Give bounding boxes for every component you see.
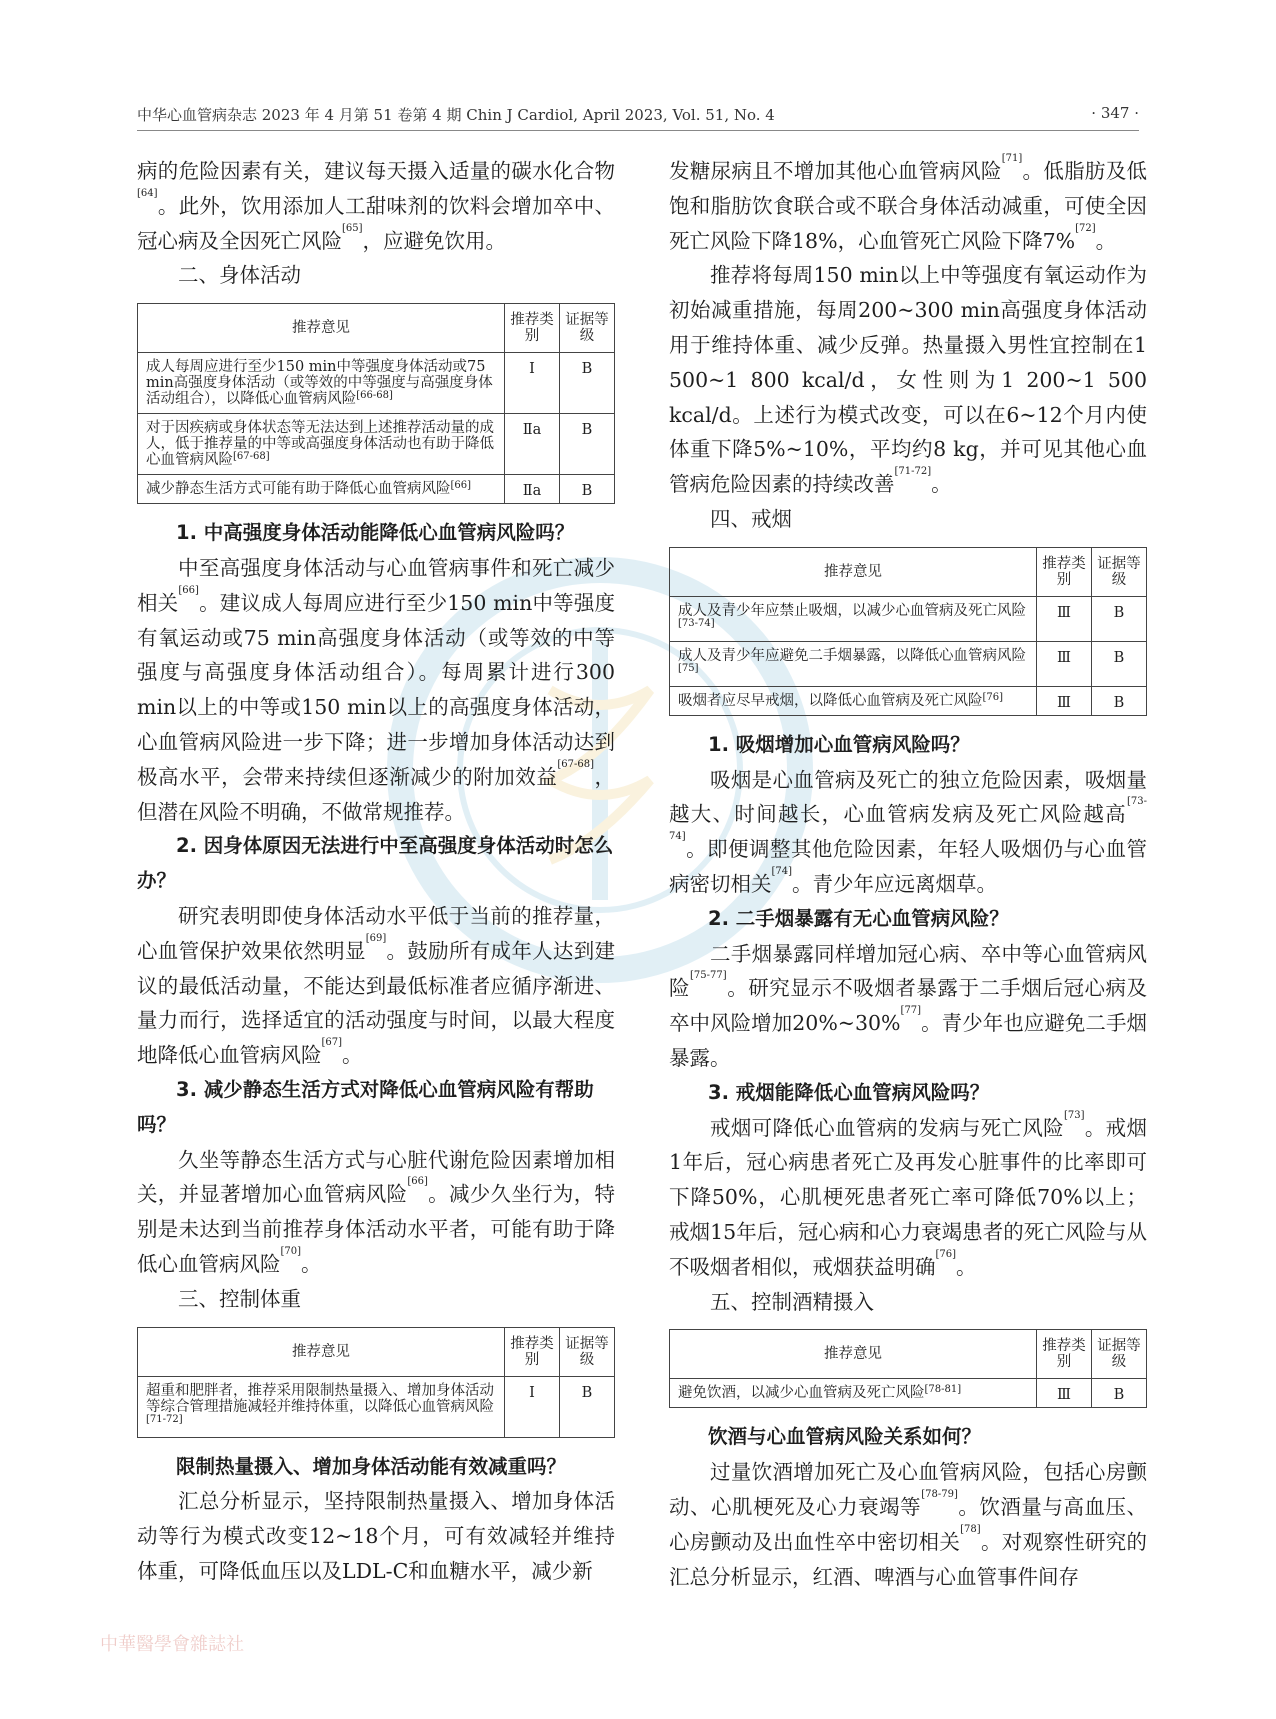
table-row: 成人每周应进行至少150 min中等强度身体活动或75 min高强度身体活动（或等效的中等强度与高强度身体活动组合），以降低心血管病风险[66-68] Ⅰ B [138, 353, 615, 414]
paragraph: 病的危险因素有关，建议每天摄入适量的碳水化合物[64]。此外，饮用添加人工甜味剂的饮料会增加卒中、冠心病及全因死亡风险[65]，应避免饮用。 [137, 159, 615, 253]
paragraph: 过量饮酒增加死亡及心血管病风险，包括心房颤动、心肌梗死及心力衰竭等[78-79]。饮酒量与高血压、心房颤动及出血性卒中密切相关[78]。对观察性研究的汇总分析显示，红酒、啤酒与心血管事件间存 [669, 1460, 1148, 1589]
recommendation-table [137, 303, 615, 504]
paragraph: 汇总分析显示，坚持限制热量摄入、增加身体活动等行为模式改变12~18个月，可有效减轻并维持体重，可降低血压以及LDL-C和血糖水平，减少新 [137, 1489, 615, 1583]
table-row: 吸烟者应尽早戒烟，以降低心血管病及死亡风险[76] Ⅲ B [670, 686, 1147, 715]
paragraph: 研究表明即使身体活动水平低于当前的推荐量，心血管保护效果依然明显[69]。鼓励所有成年人达到建议的最低活动量，不能达到最低标准者应循序渐进、量力而行，选择适宜的活动强度与时间，以最大程度地降低心血管病风险[67]。 [137, 903, 615, 1068]
question-heading: 限制热量摄入、增加身体活动能有效减重吗？ [176, 1454, 567, 1478]
section-heading: 五、控制酒精摄入 [710, 1289, 874, 1314]
left-column [137, 154, 615, 1589]
question-heading: 2. 因身体原因无法进行中至高强度身体活动时怎么办？ [137, 834, 614, 893]
table-header-class: 推荐类别 [505, 1327, 560, 1376]
paragraph: 二手烟暴露同样增加冠心病、卒中等心血管病风险[75-77]。研究显示不吸烟者暴露于二手烟后冠心病及卒中风险增加20%~30%[77]。青少年也应避免二手烟暴露。 [669, 941, 1148, 1070]
question-heading: 饮酒与心血管病风险关系如何？ [708, 1425, 982, 1449]
table-header-class: 推荐类别 [1037, 1330, 1092, 1379]
table-header-level: 证据等级 [1092, 547, 1147, 596]
table-header-recommendation: 推荐意见 [138, 1327, 505, 1376]
running-header [137, 100, 1139, 131]
section-heading: 三、控制体重 [178, 1286, 301, 1311]
table-header-recommendation: 推荐意见 [138, 304, 505, 353]
table-header-level: 证据等级 [560, 1327, 615, 1376]
paragraph: 吸烟是心血管病及死亡的独立危险因素，吸烟量越大、时间越长，心血管病发病及死亡风险越高[73-74]。即便调整其他危险因素，年轻人吸烟仍与心血管病密切相关[74]。青少年应远离烟草。 [669, 767, 1147, 896]
right-column [669, 154, 1147, 1594]
paragraph: 中至高强度身体活动与心血管病事件和死亡减少相关[66]。建议成人每周应进行至少150 min中等强度有氧运动或75 min高强度身体活动（或等效的中等强度与高强度身体活动组合）。每周累计进行300 min以上的中等或150 min以上的高强度身体活动，心血管病风险进一步下降；进一步增加身体活动达到极高水平，会带来持续但逐渐减少的附加效益[67-68]，但潜在风险不明确，不做常规推荐。 [137, 555, 616, 824]
table-header-recommendation: 推荐意见 [670, 547, 1037, 596]
table-header-recommendation: 推荐意见 [670, 1330, 1037, 1379]
table-row: 成人及青少年应禁止吸烟，以减少心血管病及死亡风险[73-74] Ⅲ B [670, 596, 1147, 641]
question-heading: 1. 中高强度身体活动能降低心血管病风险吗？ [176, 521, 575, 545]
table-header-class: 推荐类别 [1037, 547, 1092, 596]
table-header-level: 证据等级 [1092, 1330, 1147, 1379]
paragraph: 发糖尿病且不增加其他心血管病风险[71]。低脂肪及低饱和脂肪饮食联合或不联合身体活动减重，可使全因死亡风险下降18%，心血管死亡风险下降7%[72]。 [669, 153, 1148, 253]
recommendation-table [669, 1329, 1147, 1408]
question-heading: 3. 戒烟能降低心血管病风险吗？ [708, 1080, 990, 1104]
section-heading: 四、戒烟 [710, 506, 792, 531]
table-row: 超重和肥胖者，推荐采用限制热量摄入、增加身体活动等综合管理措施减轻并维持体重，以降低心血管病风险[71-72] Ⅰ B [138, 1376, 615, 1437]
question-heading: 1. 吸烟增加心血管病风险吗？ [708, 732, 970, 756]
table-header-level: 证据等级 [560, 304, 615, 353]
page-number: · 347 · [1091, 104, 1139, 122]
question-heading: 3. 减少静态生活方式对降低心血管病风险有帮助吗？ [137, 1077, 594, 1136]
table-row: 避免饮酒，以减少心血管病及死亡风险[78-81] Ⅲ B [670, 1379, 1147, 1408]
table-header-class: 推荐类别 [505, 304, 560, 353]
journal-info: 中华心血管病杂志 2023 年 4 月第 51 卷第 4 期 Chin J Cardiol, April 2023, Vol. 51, No. 4 [137, 106, 775, 124]
paragraph: 戒烟可降低心血管病的发病与死亡风险[73]。戒烟1年后，冠心病患者死亡及再发心脏事件的比率即可下降50%，心肌梗死患者死亡率可降低70%以上；戒烟15年后，冠心病和心力衰竭患者的死亡风险与从不吸烟者相似，戒烟获益明确[76]。 [669, 1109, 1148, 1279]
paragraph: 推荐将每周150 min以上中等强度有氧运动作为初始减重措施，每周200~300 min高强度身体活动用于维持体重、减少反弹。热量摄入男性宜控制在1 500~1 800 kcal/d，女性则为1 200~1 500 kcal/d。上述行为模式改变，可以在6~12个月内使体重下降5%~10%，平均约8 kg，并可见其他心血管病危险因素的持续改善[71-72]。 [669, 263, 1147, 497]
recommendation-table [669, 547, 1147, 716]
recommendation-table [137, 1327, 615, 1438]
paragraph: 久坐等静态生活方式与心脏代谢危险因素增加相关，并显著增加心血管病风险[66]。减少久坐行为，特别是未达到当前推荐身体活动水平者，可能有助于降低心血管病风险[70]。 [137, 1147, 616, 1276]
publisher-logo: 中華醫學會雜誌社 [100, 1634, 244, 1655]
table-row: 成人及青少年应避免二手烟暴露，以降低心血管病风险[75] Ⅲ B [670, 641, 1147, 686]
section-heading: 二、身体活动 [178, 263, 301, 288]
question-heading: 2. 二手烟暴露有无心血管病风险？ [708, 906, 1009, 930]
table-row: 减少静态生活方式可能有助于降低心血管病风险[66] Ⅱa B [138, 475, 615, 504]
table-row: 对于因疾病或身体状态等无法达到上述推荐活动量的成人，低于推荐量的中等或高强度身体活动也有助于降低心血管病风险[67-68] Ⅱa B [138, 414, 615, 475]
